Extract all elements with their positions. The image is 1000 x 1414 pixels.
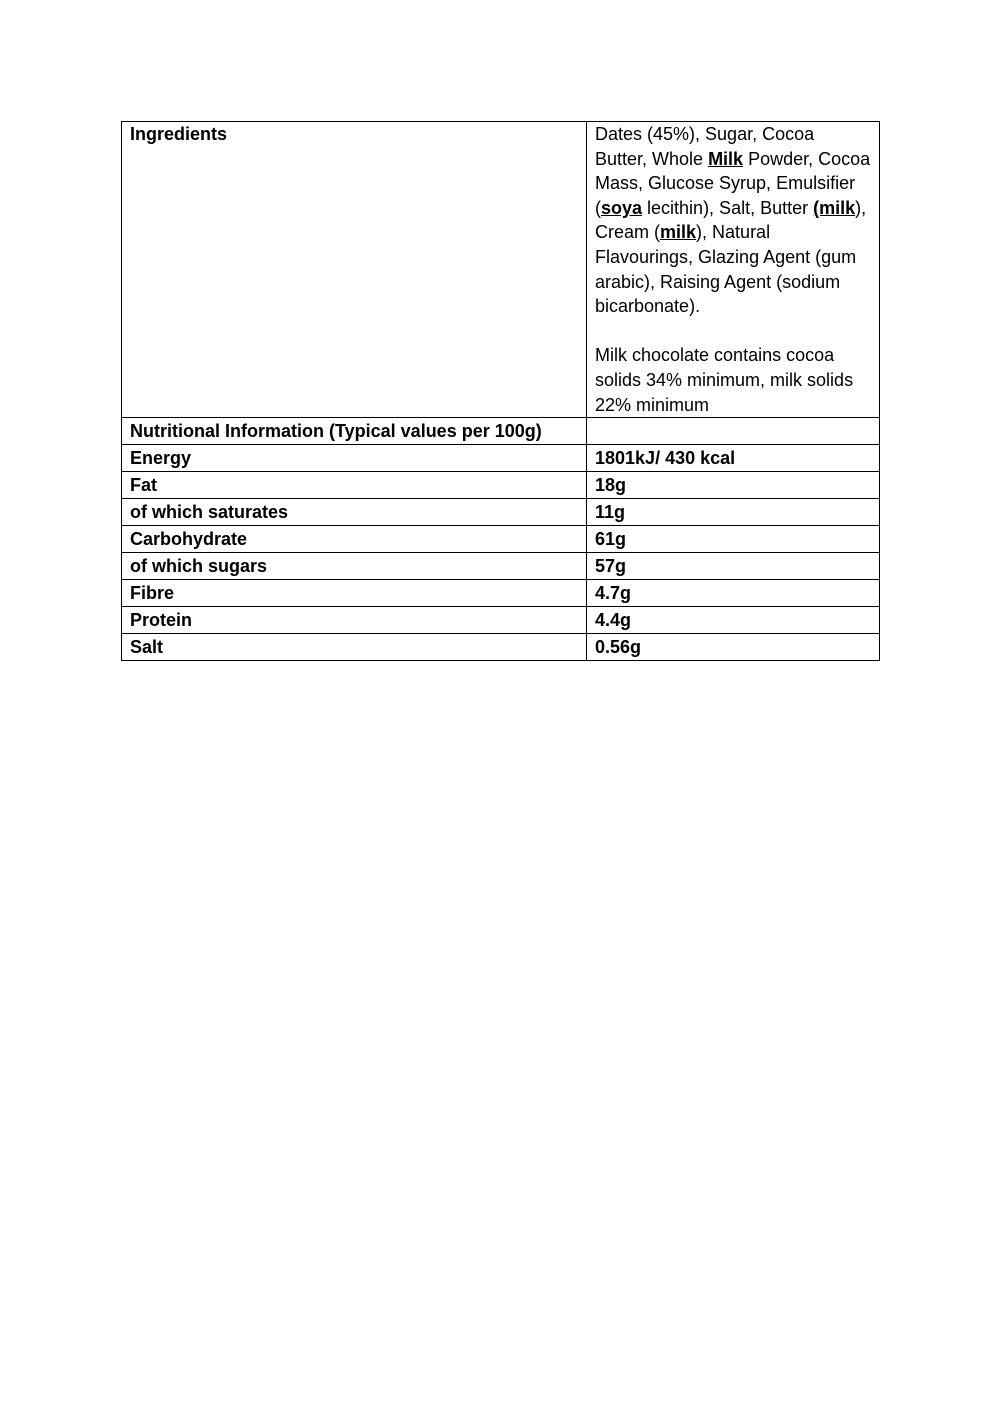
nutrition-header-row [122, 418, 880, 445]
nutrition-row [122, 607, 880, 634]
product-info-table [121, 121, 880, 661]
nutrition-header-value [587, 418, 880, 445]
nutrition-row [122, 472, 880, 499]
nutrient-label: Protein [122, 607, 587, 634]
ingredients-text: ), Cream ( [595, 197, 867, 243]
nutrient-label: of which sugars [122, 553, 587, 580]
nutrient-value: 0.56g [587, 634, 880, 661]
allergen-milk: Milk [708, 148, 744, 169]
nutrient-value: 18g [587, 472, 880, 499]
allergen-milk: (milk [813, 197, 856, 218]
ingredients-cell [587, 122, 880, 418]
nutrient-value: 1801kJ/ 430 kcal [587, 445, 880, 472]
nutrient-label: of which saturates [122, 499, 587, 526]
nutrient-value: 61g [587, 526, 880, 553]
nutrient-label: Energy [122, 445, 587, 472]
ingredients-text: Dates (45%), Sugar, Cocoa Butter, Whole [595, 124, 815, 169]
nutrition-row [122, 580, 880, 607]
ingredients-text: lecithin), Salt, Butter [642, 197, 814, 218]
nutrition-header: Nutritional Information (Typical values per 100g) [122, 418, 587, 445]
nutrient-label: Fat [122, 472, 587, 499]
nutrient-value: 11g [587, 499, 880, 526]
nutrition-row [122, 445, 880, 472]
nutrient-label: Fibre [122, 580, 587, 607]
ingredients-label: Ingredients [122, 122, 587, 418]
nutrient-value: 4.4g [587, 607, 880, 634]
allergen-soya: soya [601, 197, 643, 218]
nutrition-row [122, 499, 880, 526]
milk-chocolate-note: Milk chocolate contains cocoa solids 34% minimum, milk solids 22% minimum [595, 345, 854, 415]
nutrition-row [122, 553, 880, 580]
ingredients-text: ), Natural Flavourings, Glazing Agent (gum arabic), Raising Agent (sodium bicarbonate). [595, 222, 857, 317]
nutrient-label: Carbohydrate [122, 526, 587, 553]
nutrition-row [122, 526, 880, 553]
allergen-milk: milk [660, 222, 697, 243]
nutrient-label: Salt [122, 634, 587, 661]
ingredients-list [595, 122, 871, 319]
ingredients-text: Powder, Cocoa Mass, Glucose Syrup, Emulsifier ( [595, 148, 871, 218]
ingredients-row [122, 122, 880, 418]
nutrient-value: 4.7g [587, 580, 880, 607]
nutrition-row [122, 634, 880, 661]
document-page [121, 121, 879, 661]
nutrient-value: 57g [587, 553, 880, 580]
